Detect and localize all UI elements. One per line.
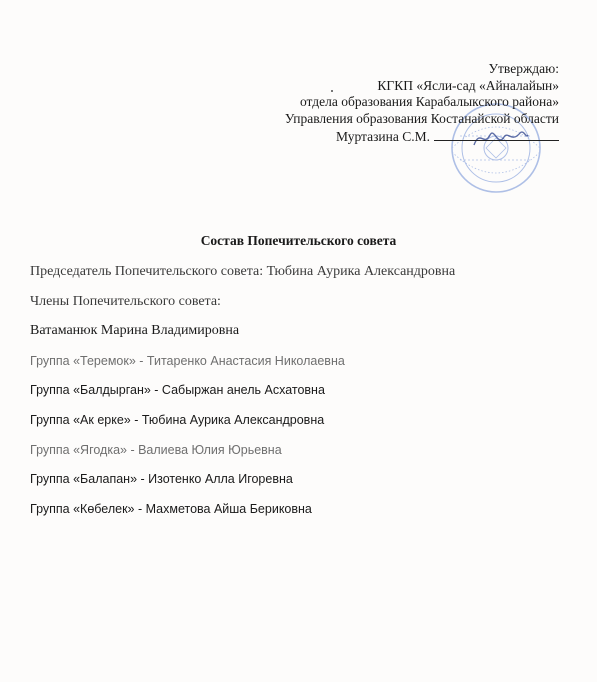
member-line: Группа «Ягодка» - Валиева Юлия Юрьевна	[30, 442, 282, 457]
approval-organization: КГКП «Ясли-сад «Айналайын»	[377, 77, 559, 93]
member-line: Группа «Ак ерке» - Тюбина Аурика Александровна	[30, 412, 325, 427]
member-line: Ватаманюк Марина Владимировна	[30, 323, 240, 339]
approval-department: отдела образования Карабалыкского района»	[299, 94, 559, 109]
approval-block	[285, 61, 559, 146]
member-line: Группа «Балапан» - Изотенко Алла Игоревна	[30, 472, 293, 487]
signature-line	[434, 127, 559, 141]
member-line: Группа «Балдырган» - Сабыржан анель Асхатовна	[30, 383, 325, 398]
scan-mark	[331, 90, 333, 92]
signatory-name: Муртазина С.М.	[336, 129, 430, 144]
member-line: Группа «Көбелек» - Махметова Айша Бериковна	[30, 501, 312, 516]
council-list	[30, 264, 570, 530]
approval-heading: Утверждаю:	[488, 61, 559, 76]
member-line: Группа «Теремок» - Титаренко Анастасия Николаевна	[30, 353, 345, 368]
document-title: Состав Попечительского совета	[200, 233, 397, 248]
approval-administration: Управления образования Костанайской области	[284, 110, 559, 126]
members-heading: Члены Попечительского совета:	[30, 293, 221, 309]
approval-signatory	[285, 127, 559, 146]
chairman-line: Председатель Попечительского совета: Тюбина Аурика Александровна	[30, 264, 456, 279]
